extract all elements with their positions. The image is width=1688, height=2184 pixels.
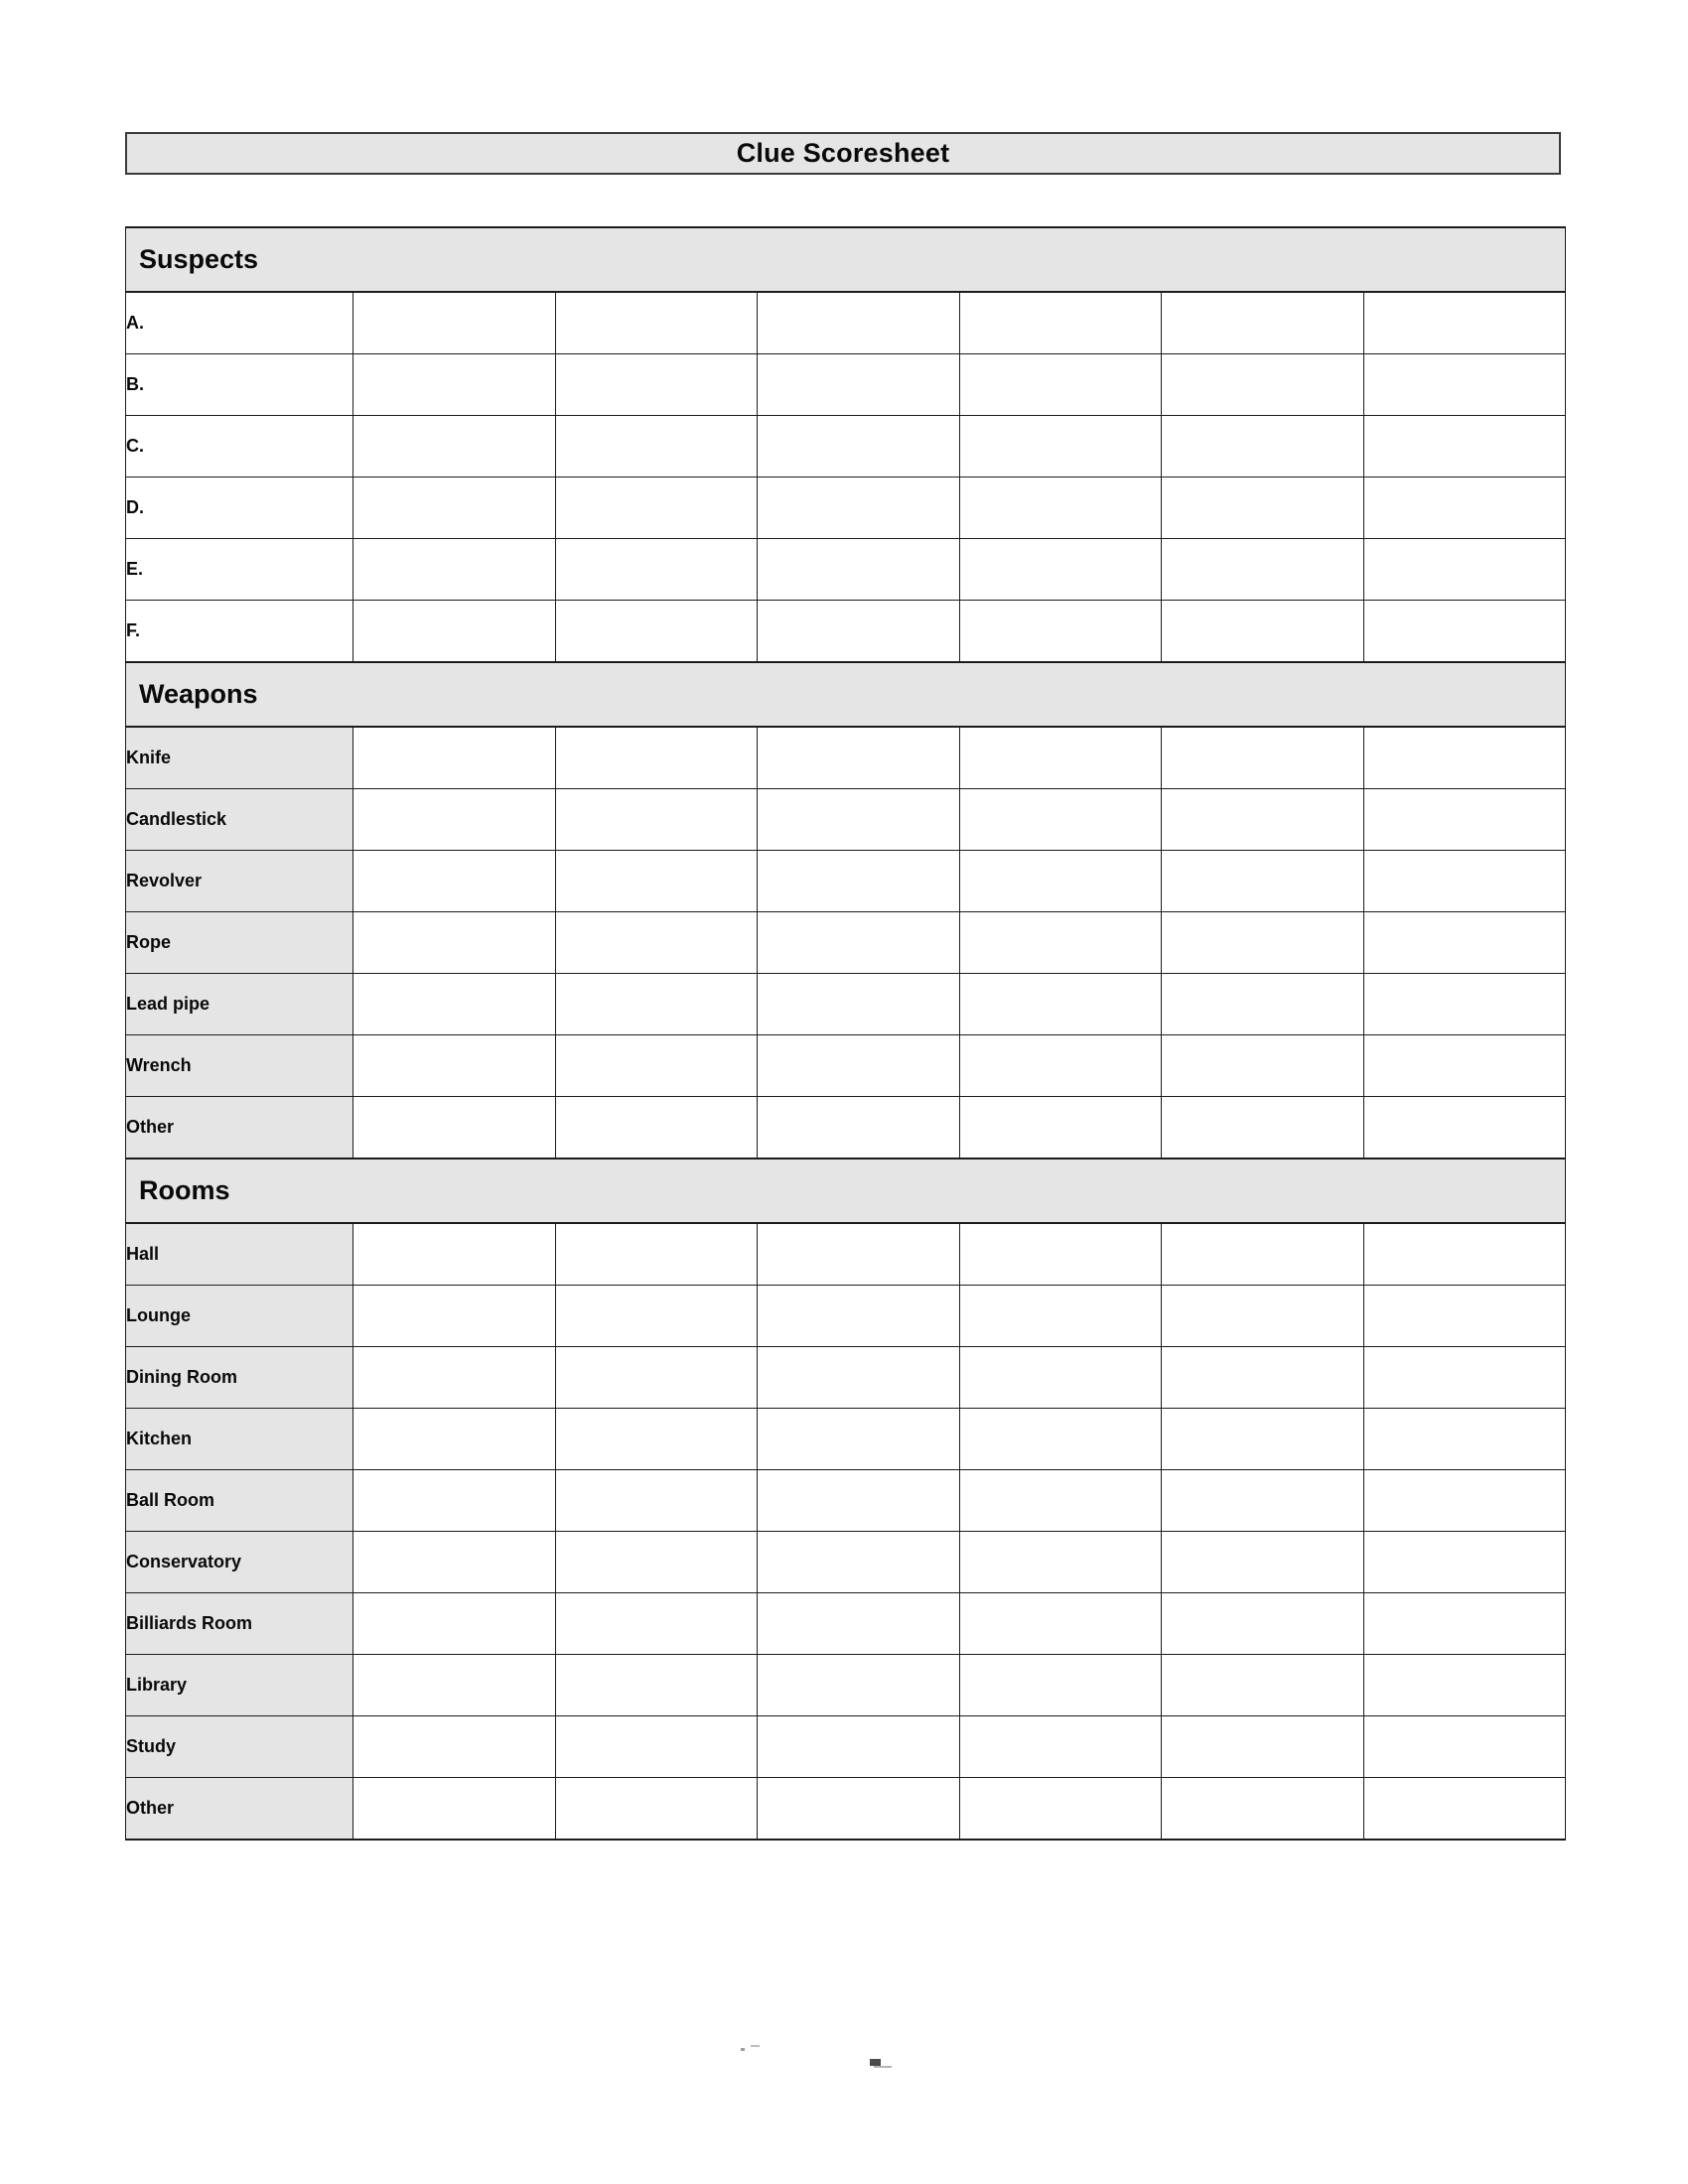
- mark-cell[interactable]: [959, 1655, 1162, 1716]
- mark-cell[interactable]: [1363, 912, 1566, 974]
- row-label-weapons: Candlestick: [126, 789, 353, 851]
- mark-cell[interactable]: [1363, 1470, 1566, 1532]
- row-label-rooms: Kitchen: [126, 1409, 353, 1470]
- mark-cell[interactable]: [555, 727, 758, 789]
- mark-cell[interactable]: [959, 1035, 1162, 1097]
- mark-cell[interactable]: [959, 789, 1162, 851]
- mark-cell[interactable]: [959, 354, 1162, 416]
- mark-cell[interactable]: [353, 1532, 556, 1593]
- row-label-weapons: Knife: [126, 727, 353, 789]
- mark-cell[interactable]: [959, 1097, 1162, 1160]
- table-row: [126, 727, 1566, 789]
- mark-cell[interactable]: [758, 1223, 960, 1286]
- mark-cell[interactable]: [1363, 416, 1566, 478]
- table-row: [126, 539, 1566, 601]
- mark-cell[interactable]: [555, 354, 758, 416]
- mark-cell[interactable]: [1162, 1655, 1364, 1716]
- document-title-bar: [125, 132, 1561, 175]
- mark-cell[interactable]: [353, 1347, 556, 1409]
- row-label-rooms: Study: [126, 1716, 353, 1778]
- mark-cell[interactable]: [758, 292, 960, 354]
- mark-cell[interactable]: [959, 1716, 1162, 1778]
- mark-cell[interactable]: [555, 1223, 758, 1286]
- row-label-suspects: F.: [126, 601, 353, 663]
- scan-artifact: [874, 2066, 892, 2068]
- mark-cell[interactable]: [555, 789, 758, 851]
- mark-cell[interactable]: [1363, 1655, 1566, 1716]
- mark-cell[interactable]: [353, 354, 556, 416]
- mark-cell[interactable]: [758, 974, 960, 1035]
- mark-cell[interactable]: [353, 1097, 556, 1160]
- mark-cell[interactable]: [353, 727, 556, 789]
- mark-cell[interactable]: [1363, 292, 1566, 354]
- mark-cell[interactable]: [959, 1778, 1162, 1841]
- mark-cell[interactable]: [555, 1097, 758, 1160]
- section-heading: Weapons: [126, 662, 1566, 727]
- mark-cell[interactable]: [555, 1778, 758, 1841]
- table-row: [126, 1655, 1566, 1716]
- mark-cell[interactable]: [959, 292, 1162, 354]
- row-label-rooms: Ball Room: [126, 1470, 353, 1532]
- table-row: [126, 851, 1566, 912]
- mark-cell[interactable]: [353, 292, 556, 354]
- mark-cell[interactable]: [555, 539, 758, 601]
- table-row: [126, 1223, 1566, 1286]
- mark-cell[interactable]: [353, 789, 556, 851]
- row-label-rooms: Conservatory: [126, 1532, 353, 1593]
- mark-cell[interactable]: [1162, 539, 1364, 601]
- table-row: [126, 1470, 1566, 1532]
- mark-cell[interactable]: [1363, 1716, 1566, 1778]
- row-label-rooms: Hall: [126, 1223, 353, 1286]
- clue-scoresheet-table: [125, 226, 1566, 1841]
- scan-artifact: [870, 2059, 881, 2066]
- mark-cell[interactable]: [1162, 974, 1364, 1035]
- row-label-rooms: Library: [126, 1655, 353, 1716]
- mark-cell[interactable]: [758, 1409, 960, 1470]
- table-row: [126, 789, 1566, 851]
- mark-cell[interactable]: [555, 1409, 758, 1470]
- page-title: Clue Scoresheet: [736, 138, 950, 168]
- mark-cell[interactable]: [1363, 478, 1566, 539]
- section-heading: Rooms: [126, 1159, 1566, 1223]
- table-row: [126, 1347, 1566, 1409]
- mark-cell[interactable]: [353, 1655, 556, 1716]
- mark-cell[interactable]: [758, 789, 960, 851]
- row-label-rooms: Lounge: [126, 1286, 353, 1347]
- mark-cell[interactable]: [555, 851, 758, 912]
- mark-cell[interactable]: [353, 912, 556, 974]
- scan-artifact: [741, 2048, 745, 2051]
- mark-cell[interactable]: [959, 1470, 1162, 1532]
- mark-cell[interactable]: [1363, 1593, 1566, 1655]
- mark-cell[interactable]: [959, 1286, 1162, 1347]
- mark-cell[interactable]: [1162, 851, 1364, 912]
- mark-cell[interactable]: [959, 974, 1162, 1035]
- mark-cell[interactable]: [1162, 1097, 1364, 1160]
- table-row: [126, 1532, 1566, 1593]
- mark-cell[interactable]: [1363, 974, 1566, 1035]
- mark-cell[interactable]: [1363, 539, 1566, 601]
- mark-cell[interactable]: [555, 912, 758, 974]
- mark-cell[interactable]: [353, 1593, 556, 1655]
- table-row: [126, 1035, 1566, 1097]
- row-label-suspects: D.: [126, 478, 353, 539]
- row-label-weapons: Other: [126, 1097, 353, 1160]
- table-row: [126, 478, 1566, 539]
- row-label-weapons: Rope: [126, 912, 353, 974]
- mark-cell[interactable]: [353, 1778, 556, 1841]
- mark-cell[interactable]: [1162, 1532, 1364, 1593]
- mark-cell[interactable]: [1162, 1286, 1364, 1347]
- section-header-weapons: [126, 662, 1566, 727]
- mark-cell[interactable]: [555, 416, 758, 478]
- section-heading: Suspects: [126, 227, 1566, 292]
- mark-cell[interactable]: [353, 601, 556, 663]
- row-label-weapons: Wrench: [126, 1035, 353, 1097]
- mark-cell[interactable]: [758, 1532, 960, 1593]
- row-label-weapons: Lead pipe: [126, 974, 353, 1035]
- section-header-rooms: [126, 1159, 1566, 1223]
- mark-cell[interactable]: [1363, 1409, 1566, 1470]
- mark-cell[interactable]: [959, 727, 1162, 789]
- mark-cell[interactable]: [959, 1532, 1162, 1593]
- mark-cell[interactable]: [758, 478, 960, 539]
- mark-cell[interactable]: [353, 1409, 556, 1470]
- mark-cell[interactable]: [555, 1716, 758, 1778]
- mark-cell[interactable]: [1162, 1593, 1364, 1655]
- mark-cell[interactable]: [353, 478, 556, 539]
- mark-cell[interactable]: [1162, 601, 1364, 663]
- mark-cell[interactable]: [1363, 1223, 1566, 1286]
- mark-cell[interactable]: [353, 416, 556, 478]
- table-row: [126, 1097, 1566, 1160]
- mark-cell[interactable]: [758, 1286, 960, 1347]
- table-row: [126, 416, 1566, 478]
- mark-cell[interactable]: [758, 354, 960, 416]
- section-header-suspects: [126, 227, 1566, 292]
- mark-cell[interactable]: [555, 1593, 758, 1655]
- row-label-rooms: Dining Room: [126, 1347, 353, 1409]
- mark-cell[interactable]: [1363, 1532, 1566, 1593]
- row-label-rooms: Billiards Room: [126, 1593, 353, 1655]
- mark-cell[interactable]: [555, 1286, 758, 1347]
- mark-cell[interactable]: [959, 1223, 1162, 1286]
- mark-cell[interactable]: [1363, 851, 1566, 912]
- mark-cell[interactable]: [1162, 354, 1364, 416]
- scan-artifact: [751, 2045, 760, 2047]
- table-body: [126, 227, 1566, 1840]
- mark-cell[interactable]: [1162, 1778, 1364, 1841]
- row-label-suspects: A.: [126, 292, 353, 354]
- table-row: [126, 1716, 1566, 1778]
- table-row: [126, 974, 1566, 1035]
- mark-cell[interactable]: [758, 1470, 960, 1532]
- mark-cell[interactable]: [959, 851, 1162, 912]
- mark-cell[interactable]: [758, 416, 960, 478]
- row-label-suspects: C.: [126, 416, 353, 478]
- mark-cell[interactable]: [353, 539, 556, 601]
- mark-cell[interactable]: [1363, 727, 1566, 789]
- mark-cell[interactable]: [1162, 1470, 1364, 1532]
- mark-cell[interactable]: [758, 1097, 960, 1160]
- mark-cell[interactable]: [353, 1223, 556, 1286]
- mark-cell[interactable]: [1363, 601, 1566, 663]
- mark-cell[interactable]: [555, 1347, 758, 1409]
- mark-cell[interactable]: [1363, 1286, 1566, 1347]
- mark-cell[interactable]: [555, 478, 758, 539]
- table-row: [126, 912, 1566, 974]
- table-row: [126, 1409, 1566, 1470]
- mark-cell[interactable]: [1363, 1778, 1566, 1841]
- mark-cell[interactable]: [758, 1347, 960, 1409]
- row-label-weapons: Revolver: [126, 851, 353, 912]
- mark-cell[interactable]: [1363, 354, 1566, 416]
- mark-cell[interactable]: [1162, 1223, 1364, 1286]
- mark-cell[interactable]: [353, 1035, 556, 1097]
- table-row: [126, 354, 1566, 416]
- mark-cell[interactable]: [959, 478, 1162, 539]
- mark-cell[interactable]: [1363, 789, 1566, 851]
- mark-cell[interactable]: [959, 1409, 1162, 1470]
- row-label-rooms: Other: [126, 1778, 353, 1841]
- mark-cell[interactable]: [1162, 416, 1364, 478]
- mark-cell[interactable]: [555, 1470, 758, 1532]
- table-row: [126, 1286, 1566, 1347]
- mark-cell[interactable]: [555, 974, 758, 1035]
- table-row: [126, 1593, 1566, 1655]
- mark-cell[interactable]: [1162, 1409, 1364, 1470]
- mark-cell[interactable]: [1162, 1035, 1364, 1097]
- mark-cell[interactable]: [758, 912, 960, 974]
- table-row: [126, 601, 1566, 663]
- mark-cell[interactable]: [353, 1286, 556, 1347]
- mark-cell[interactable]: [353, 1716, 556, 1778]
- mark-cell[interactable]: [758, 539, 960, 601]
- mark-cell[interactable]: [1162, 727, 1364, 789]
- table-row: [126, 1778, 1566, 1841]
- mark-cell[interactable]: [959, 1347, 1162, 1409]
- mark-cell[interactable]: [1162, 789, 1364, 851]
- mark-cell[interactable]: [758, 727, 960, 789]
- mark-cell[interactable]: [758, 1655, 960, 1716]
- mark-cell[interactable]: [758, 1716, 960, 1778]
- mark-cell[interactable]: [555, 1655, 758, 1716]
- mark-cell[interactable]: [1162, 1347, 1364, 1409]
- table-row: [126, 292, 1566, 354]
- mark-cell[interactable]: [353, 1470, 556, 1532]
- mark-cell[interactable]: [959, 601, 1162, 663]
- mark-cell[interactable]: [959, 416, 1162, 478]
- mark-cell[interactable]: [353, 851, 556, 912]
- mark-cell[interactable]: [758, 1778, 960, 1841]
- mark-cell[interactable]: [758, 851, 960, 912]
- mark-cell[interactable]: [1363, 1097, 1566, 1160]
- mark-cell[interactable]: [1162, 478, 1364, 539]
- mark-cell[interactable]: [959, 539, 1162, 601]
- mark-cell[interactable]: [959, 912, 1162, 974]
- mark-cell[interactable]: [555, 1035, 758, 1097]
- mark-cell[interactable]: [353, 974, 556, 1035]
- mark-cell[interactable]: [555, 1532, 758, 1593]
- mark-cell[interactable]: [555, 292, 758, 354]
- mark-cell[interactable]: [758, 601, 960, 663]
- mark-cell[interactable]: [1162, 1716, 1364, 1778]
- mark-cell[interactable]: [758, 1593, 960, 1655]
- mark-cell[interactable]: [1162, 292, 1364, 354]
- mark-cell[interactable]: [1363, 1347, 1566, 1409]
- row-label-suspects: B.: [126, 354, 353, 416]
- mark-cell[interactable]: [555, 601, 758, 663]
- row-label-suspects: E.: [126, 539, 353, 601]
- mark-cell[interactable]: [1162, 912, 1364, 974]
- mark-cell[interactable]: [1363, 1035, 1566, 1097]
- mark-cell[interactable]: [959, 1593, 1162, 1655]
- mark-cell[interactable]: [758, 1035, 960, 1097]
